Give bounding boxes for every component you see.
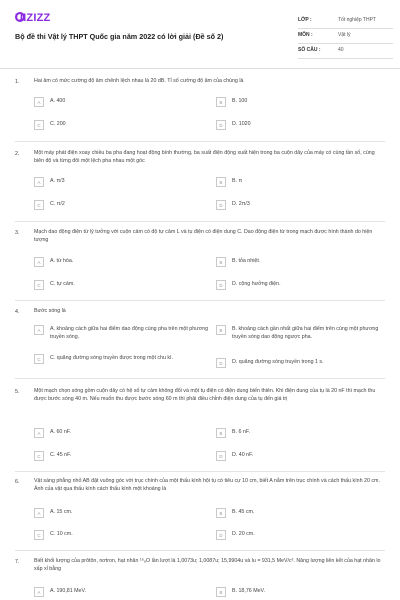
option-text: C. 10 cm. (50, 531, 73, 537)
option-letter: D (216, 120, 226, 130)
question-divider (15, 550, 385, 551)
option-letter: B (216, 97, 226, 107)
question-text: Một mạch chọn sóng gồm cuộn dây có hệ số tự cảm không đổi và một tụ điện có điện dung biến thiên. Khi điện dung của tụ là 20 nF thì mạch thu được bước sóng 40 m. Nếu muốn thu được bước sóng 60 m thì phải điều chỉnh điện dung của tụ đến giá trị (34, 388, 376, 402)
option-letter: C (34, 200, 44, 210)
question-divider (15, 300, 385, 301)
header-divider (0, 68, 400, 69)
logo-q-icon (15, 12, 25, 22)
option-text: D. 40 nF. (232, 452, 254, 458)
meta-row-count (298, 44, 393, 59)
option-letter: D (216, 200, 226, 210)
option-letter: B (216, 177, 226, 187)
question-number: 5. (15, 389, 20, 395)
option-text: A. π/3 (50, 178, 65, 184)
question-divider (15, 378, 385, 379)
meta-row-subject (298, 29, 393, 44)
meta-table (298, 14, 393, 59)
option-text: C. 200 (50, 121, 66, 127)
option-text: B. 6 nF. (232, 429, 250, 435)
option-text: D. cộng hưởng điện. (232, 281, 281, 287)
question-divider (15, 471, 385, 472)
meta-key: SỐ CÂU : (298, 47, 321, 53)
option-text: D. quãng đường sóng truyền trong 1 s. (232, 359, 324, 365)
question-text: Mạch dao động điện từ lý tưởng với cuộn cảm có độ tự cảm L và tụ điện có điện dung C. Dao động điện từ trong mạch được hình thành do hiện tượng (34, 229, 373, 243)
option-text: A. 15 cm. (50, 509, 73, 515)
logo-text: UIZIZZ (15, 12, 51, 24)
question-number: 7. (15, 559, 20, 565)
option-text: A. 60 nF. (50, 429, 71, 435)
option-text: C. quãng đường sóng truyền được trong một chu kì. (50, 355, 173, 361)
option-text: B. tỏa nhiệt. (232, 258, 261, 264)
option-text: A. từ hóa. (50, 258, 74, 264)
option-text: D. 2π/3 (232, 201, 250, 207)
option-text: A. khoảng cách giữa hai điểm dao động cùng pha trên một phương truyền sóng. (50, 326, 209, 340)
option-letter: A (34, 428, 44, 438)
option-text: B. π (232, 178, 243, 184)
option-text: C. tự cảm. (50, 281, 75, 287)
question-number: 2. (15, 151, 20, 157)
option-letter: C (34, 120, 44, 130)
header (0, 0, 400, 70)
question-number: 6. (15, 479, 20, 485)
option-letter: D (216, 530, 226, 540)
option-text: D. 1020 (232, 121, 251, 127)
option-text: A. 190,81 MeV. (50, 588, 87, 594)
option-letter: B (216, 428, 226, 438)
meta-key: MÔN : (298, 32, 313, 38)
option-letter: C (34, 280, 44, 290)
option-letter: B (216, 508, 226, 518)
option-letter: A (34, 508, 44, 518)
option-letter: A (34, 97, 44, 107)
option-text: B. 18,76 MeV. (232, 588, 266, 594)
option-letter: A (34, 587, 44, 597)
option-letter: A (34, 177, 44, 187)
question-number: 3. (15, 230, 20, 236)
meta-value: Vật lý (338, 32, 351, 38)
option-text: D. 20 cm. (232, 531, 255, 537)
option-text: B. khoảng cách gần nhất giữa hai điểm trên cùng một phương truyền sóng dao động ngược pha. (232, 326, 379, 340)
quizizz-logo (15, 12, 50, 24)
meta-value: 40 (338, 47, 344, 53)
option-letter: B (216, 325, 226, 335)
question-text: Biết khối lượng của prôtôn, nơtron, hạt nhân ¹⁶₈O lần lượt là 1,0073u; 1,0087u; 15,9904u và lu = 931,5 MeV/c². Năng lượng liên kết của hạt nhân lo xấp xỉ bằng (34, 558, 381, 572)
question-divider (15, 221, 385, 222)
option-text: B. 100 (232, 98, 248, 104)
meta-key: LỚP : (298, 17, 312, 23)
option-letter: C (34, 451, 44, 461)
option-letter: D (216, 280, 226, 290)
option-letter: D (216, 451, 226, 461)
meta-value: Tốt nghiệp THPT (338, 17, 376, 23)
option-text: C. π/2 (50, 201, 65, 207)
question-text: Bước sóng là (34, 308, 66, 314)
option-text: A. 400 (50, 98, 66, 104)
question-text: Hai âm có mức cường độ âm chênh lệch nhau là 20 dB. Tỉ số cường độ âm của chúng là (34, 78, 244, 84)
option-letter: D (216, 358, 226, 368)
question-number: 1. (15, 79, 20, 85)
question-text: Một máy phát điện xoay chiều ba pha đang hoạt động bình thường, ba suất điện động xuất hiện trong ba cuộn dây của máy có cùng tần số, cùng biên độ và từng đôi một lệch pha nhau một góc (34, 150, 375, 164)
option-text: B. 45 cm. (232, 509, 255, 515)
option-letter: C (34, 530, 44, 540)
option-letter: A (34, 325, 44, 335)
option-letter: B (216, 257, 226, 267)
worksheet-title: Bộ đề thi Vật lý THPT Quốc gia năm 2022 có lời giải (Đề số 2) (15, 32, 224, 41)
option-letter: C (34, 354, 44, 364)
meta-row-class (298, 14, 393, 29)
question-text: Vật sáng phẳng nhỏ AB đặt vuông góc với trục chính của một thấu kính hội tụ có tiêu cự 10 cm, biết A nằm trên trục chính và cách thấu kính 20 cm. Ảnh của vật qua thấu kính cách thấu kính một khoảng là (34, 478, 380, 492)
question-divider (15, 141, 385, 142)
option-letter: A (34, 257, 44, 267)
question-number: 4. (15, 309, 20, 315)
option-letter: B (216, 587, 226, 597)
option-text: C. 45 nF. (50, 452, 72, 458)
